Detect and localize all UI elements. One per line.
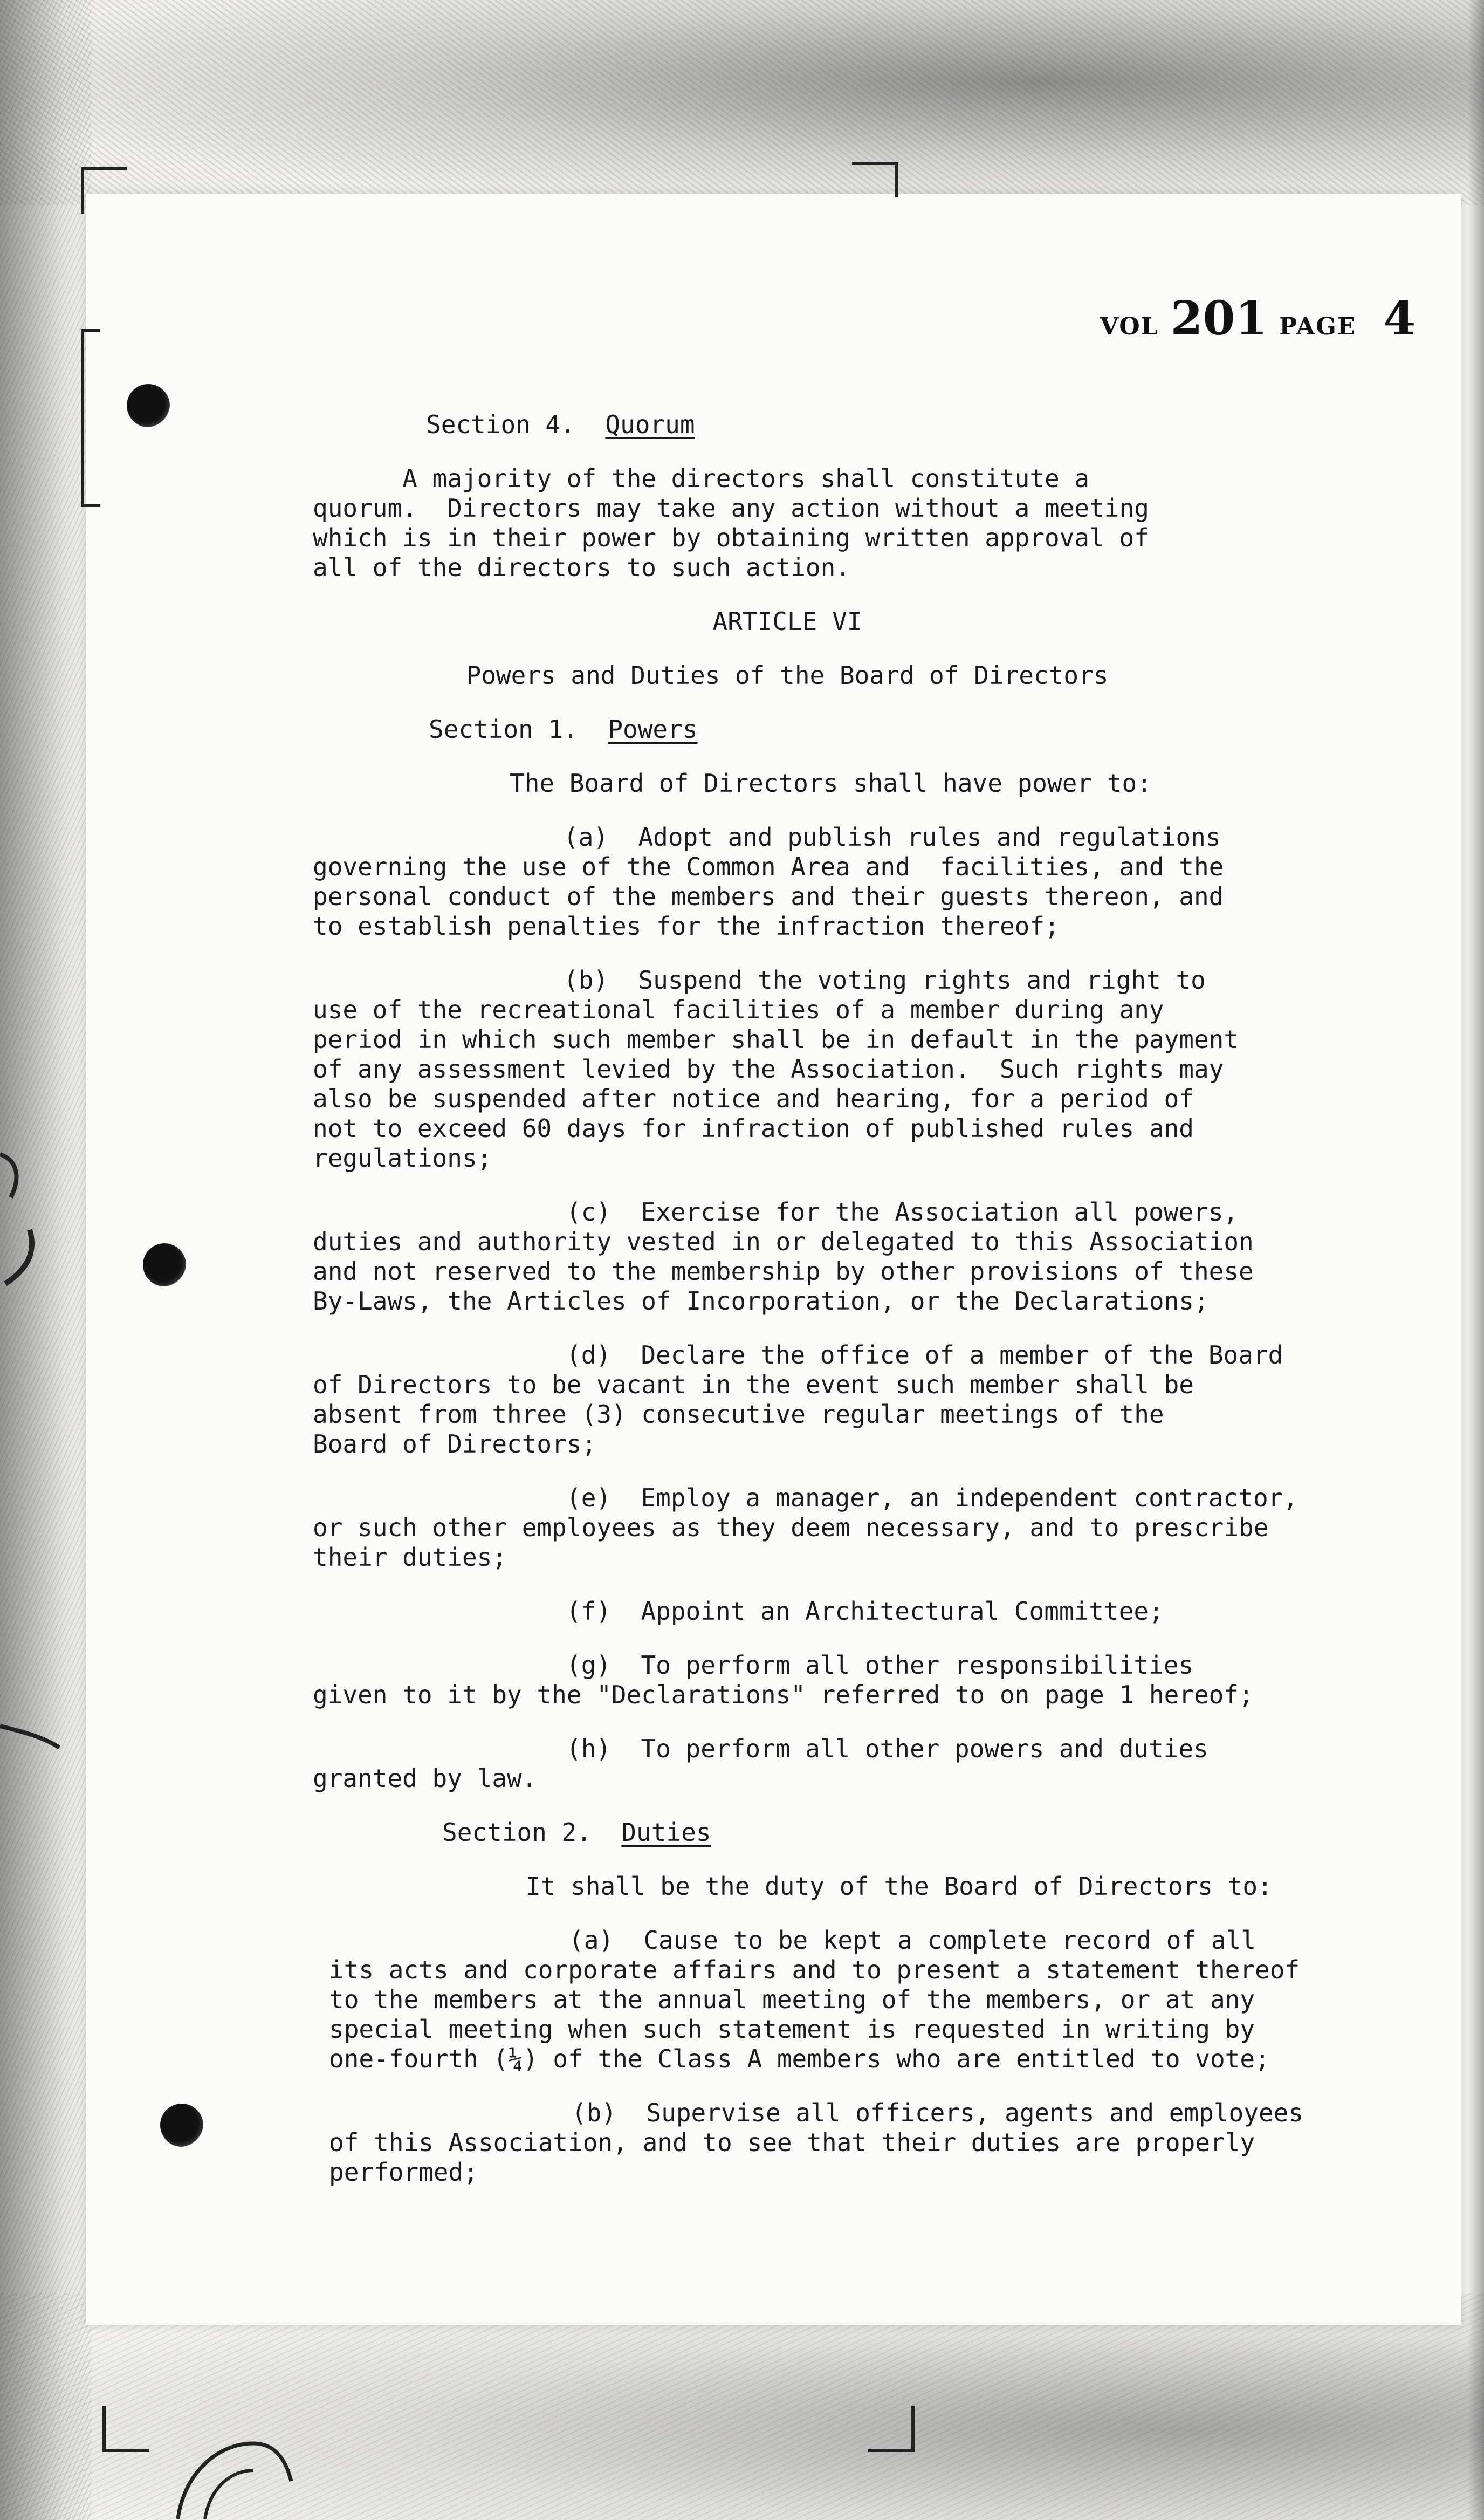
- book-page-reference: [1100, 291, 1416, 346]
- section-intro: The Board of Directors shall have power to:: [510, 769, 1152, 798]
- bottom-curve-mark: [173, 2422, 313, 2519]
- crop-mark-top-center: [852, 162, 898, 197]
- vol-label: VOL: [1100, 313, 1159, 340]
- page-label: PAGE: [1279, 313, 1357, 340]
- list-item: (b) Suspend the voting rights and right to use of the recreational facilities of a member during any period in which such member shall be in default in the payment of any assessment levied by the Association. Such rights may also be suspended after notice and hearing, for a period of not to exceed 60 days for infraction of published rules and regulations;: [313, 965, 1239, 1173]
- list-item: (h) To perform all other powers and duties granted by law.: [313, 1734, 1208, 1793]
- crop-mark-bottom-left: [102, 2406, 149, 2452]
- punch-hole-bottom: [160, 2104, 203, 2147]
- list-item: (a) Cause to be kept a complete record of all its acts and corporate affairs and to present a statement thereof to the members at the annual meeting of the members, or at any special meeting when such statement is requested in writing by one-fourth (¼) of the Class A members who are entitled to vote;: [329, 1926, 1300, 2073]
- scan-noise-top: [0, 0, 1484, 205]
- list-item: (d) Declare the office of a member of the Board of Directors to be vacant in the event such member shall be absent from three (3) consecutive regular meetings of the Board of Directors;: [313, 1340, 1283, 1458]
- list-item: (c) Exercise for the Association all powers, duties and authority vested in or delegated to this Association and not reserved to the membership by other provisions of these By-Laws, the Articles of Incorporation, or the Declarations;: [313, 1197, 1254, 1316]
- crop-mark-bottom-center: [868, 2406, 915, 2452]
- paragraph-line: which is in their power by obtaining written approval of: [313, 523, 1149, 552]
- section-heading: Section 4. Quorum: [426, 410, 695, 439]
- list-item: (e) Employ a manager, an independent contractor, or such other employees as they deem necessary, and to prescribe their duties;: [313, 1483, 1298, 1572]
- punch-hole-middle: [143, 1243, 186, 1286]
- margin-scribble: [0, 1133, 97, 1780]
- paragraph-line: quorum. Directors may take any action without a meeting: [313, 494, 1149, 523]
- list-item: (b) Supervise all officers, agents and employees of this Association, and to see that their duties are properly performed;: [329, 2098, 1304, 2187]
- article-subheading: Powers and Duties of the Board of Directors: [466, 661, 1109, 690]
- article-heading: ARTICLE VI: [712, 607, 862, 636]
- page-number: 4: [1383, 291, 1416, 346]
- punch-hole-top: [127, 384, 170, 427]
- list-item: (a) Adopt and publish rules and regulations governing the use of the Common Area and facilities, and the personal conduct of the members and their guests thereon, and to establish penalties for the infraction thereof;: [313, 823, 1224, 941]
- section-title: Quorum: [605, 410, 695, 439]
- list-item: (f) Appoint an Architectural Committee;: [566, 1597, 1164, 1626]
- section-title: Duties: [621, 1818, 711, 1847]
- paragraph-line: A majority of the directors shall constitute a: [313, 464, 1090, 493]
- section-heading: Section 2. Duties: [442, 1818, 711, 1847]
- crop-mark-top-left: [81, 167, 127, 214]
- list-item: (g) To perform all other responsibilities given to it by the "Declarations" referred to on page 1 hereof;: [313, 1651, 1254, 1709]
- section-title: Powers: [608, 715, 698, 744]
- paragraph-line: all of the directors to such action.: [313, 553, 850, 582]
- vol-number: 201: [1170, 291, 1268, 346]
- section-heading: Section 1. Powers: [429, 715, 698, 744]
- binding-mark-left: [81, 329, 100, 507]
- scan-noise-right: [1468, 0, 1484, 2520]
- document-body: [313, 410, 1380, 2187]
- section-intro: It shall be the duty of the Board of Directors to:: [526, 1872, 1273, 1901]
